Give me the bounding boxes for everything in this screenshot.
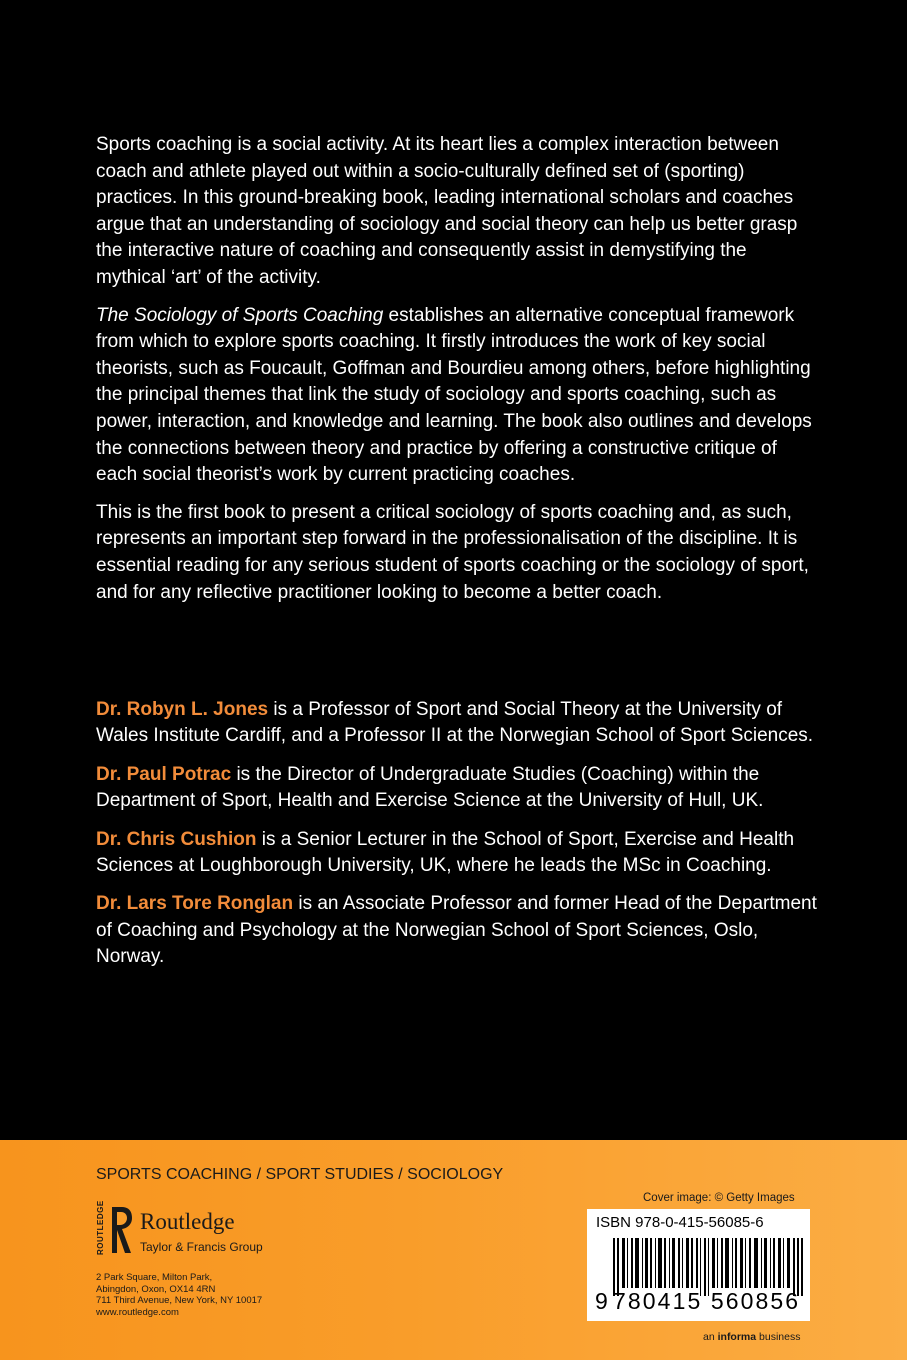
informa-tagline: [703, 1331, 800, 1343]
author-bio: [96, 891, 821, 970]
orange-footer-band: [0, 1140, 907, 1360]
description-paragraph-1: Sports coaching is a social activity. At its heart lies a complex interaction between coach and athlete played out within a socio-culturally defined set of (sporting) practices. In this ground-breaking book, leading international scholars and coaches argue that an understanding of sociology and social theory can help us better grasp the interactive nature of coaching and consequently assist in demystifying the mythical ‘art’ of the activity.: [96, 134, 798, 288]
informa-suffix: business: [756, 1331, 801, 1343]
book-description: [96, 132, 821, 617]
publisher-group: Taylor & Francis Group: [140, 1240, 263, 1254]
author-bio-text: is the Director of Undergraduate Studies (Coaching) within the Department of Sport, Health and Exercise Science at the University of Hull, UK.: [96, 763, 764, 812]
isbn-barcode: [587, 1209, 810, 1321]
description-paragraph-3: This is the first book to present a critical sociology of sports coaching and, as such, represents an important step forward in the professionalisation of the discipline. It is essential reading for any serious student of sports coaching or the sociology of sport, and for any reflective practitioner looking to become a better coach.: [96, 501, 809, 603]
author-name: Dr. Paul Potrac: [96, 763, 232, 785]
publisher-name: Routledge: [140, 1209, 235, 1234]
informa-prefix: an: [703, 1331, 718, 1343]
address-line: 2 Park Square, Milton Park,: [96, 1272, 213, 1283]
routledge-r-icon: [108, 1205, 134, 1255]
address-line: 711 Third Avenue, New York, NY 10017: [96, 1295, 263, 1306]
address-line: Abingdon, Oxon, OX14 4RN: [96, 1283, 216, 1295]
author-bios: [96, 697, 821, 983]
author-bio-text: is an Associate Professor and former Head of the Department of Coaching and Psychology at the Norwegian School of Sport Sciences, Oslo, Norway.: [96, 893, 817, 968]
isbn-number: ISBN 978-0-415-56085-6: [596, 1214, 764, 1231]
author-bio-text: is a Senior Lecturer in the School of Sport, Exercise and Health Sciences at Loughborough University, UK, where he leads the MSc in Coaching.: [96, 828, 795, 877]
author-bio-text: is a Professor of Sport and Social Theory at the University of Wales Institute Cardiff, and a Professor II at the Norwegian School of Sport Sciences.: [96, 699, 814, 747]
author-bio: [96, 827, 821, 880]
informa-brand: informa: [717, 1331, 757, 1343]
publisher-address: [96, 1272, 262, 1318]
author-name: Dr. Chris Cushion: [96, 828, 257, 850]
routledge-logo: [96, 1200, 296, 1263]
barcode-digits: 780415 560856: [613, 1288, 801, 1314]
book-title-italic: The Sociology of Sports Coaching: [96, 304, 384, 326]
barcode-first-digit: 9: [595, 1288, 608, 1314]
subject-category: SPORTS COACHING / SPORT STUDIES / SOCIOLOGY: [96, 1166, 504, 1183]
cover-image-credit: Cover image: © Getty Images: [643, 1192, 795, 1204]
author-bio: [96, 762, 821, 815]
author-name: Dr. Robyn L. Jones: [96, 699, 269, 720]
author-bio: [96, 697, 821, 750]
author-name: Dr. Lars Tore Ronglan: [96, 893, 294, 915]
description-paragraph-2-text: establishes an alternative conceptual framework from which to explore sports coaching. It firstly introduces the work of key social theorists, such as Foucault, Goffman and Bourdieu among others, before highlighting the principal themes that link the study of sociology and sports coaching, such as power, interaction, and knowledge and learning. The book also outlines and develops the connections between theory and practice by offering a constructive critique of each social theorist’s work by current practicing coaches.: [96, 304, 812, 486]
publisher-vertical-text: ROUTLEDGE: [96, 1200, 105, 1255]
publisher-website: www.routledge.com: [96, 1306, 179, 1318]
description-paragraph-2: [96, 303, 821, 489]
